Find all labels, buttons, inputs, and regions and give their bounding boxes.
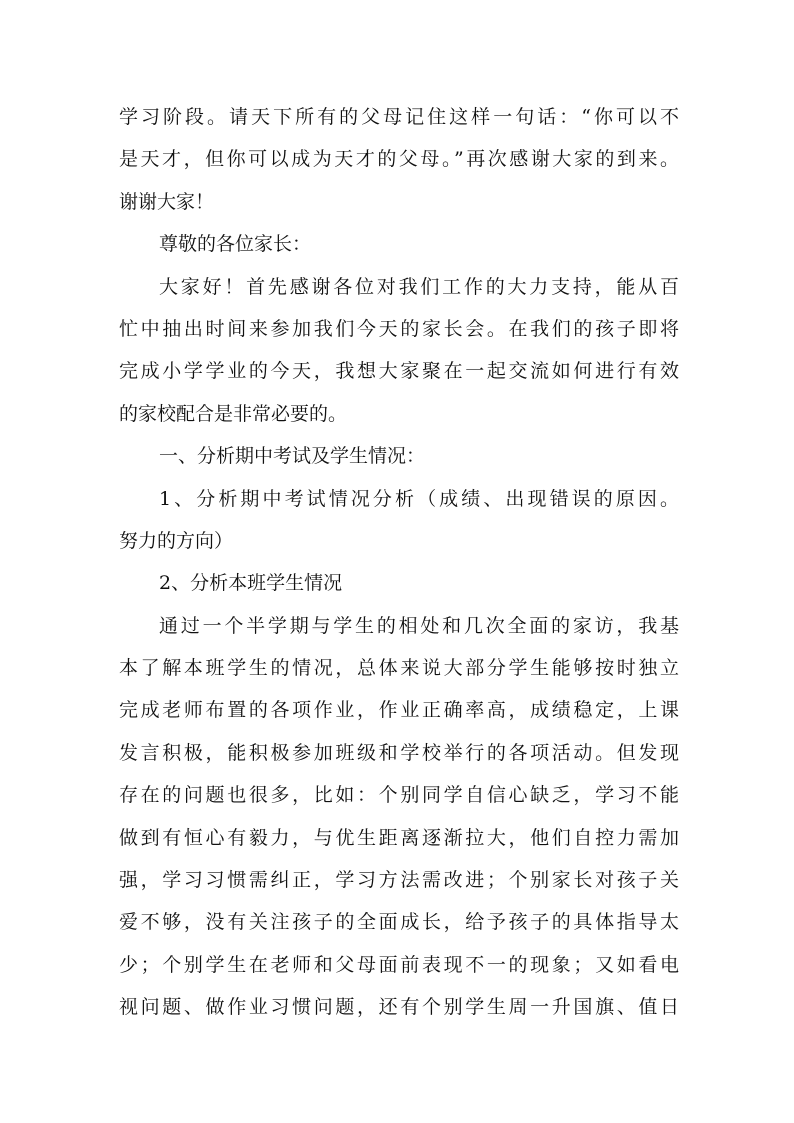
text-line: 爱不够，没有关注孩子的全面成长，给予孩子的具体指导太 bbox=[119, 911, 679, 934]
text-line: 大家好！首先感谢各位对我们工作的大力支持，能从百 bbox=[159, 275, 679, 298]
text-line: 本了解本班学生的情况，总体来说大部分学生能够按时独立 bbox=[119, 657, 679, 680]
section-heading: 一、分析期中考试及学生情况： bbox=[159, 445, 426, 468]
salutation: 尊敬的各位家长： bbox=[159, 233, 312, 256]
text-line: 强，学习习惯需纠正，学习方法需改进；个别家长对孩子关 bbox=[119, 869, 679, 892]
text-line: 通过一个半学期与学生的相处和几次全面的家访，我基 bbox=[159, 614, 679, 637]
text-line: 谢谢大家！ bbox=[119, 190, 215, 213]
text-line: 少；个别学生在老师和父母面前表现不一的现象；又如看电 bbox=[119, 953, 679, 976]
text-line: 发言积极，能积极参加班级和学校举行的各项活动。但发现 bbox=[119, 741, 679, 764]
text-line: 做到有恒心有毅力，与优生距离逐渐拉大，他们自控力需加 bbox=[119, 826, 679, 849]
text-line: 忙中抽出时间来参加我们今天的家长会。在我们的孩子即将 bbox=[119, 317, 679, 340]
text-line: 存在的问题也很多，比如：个别同学自信心缺乏，学习不能 bbox=[119, 784, 679, 807]
text-line: 的家校配合是非常必要的。 bbox=[119, 402, 348, 425]
text-line: 完成小学学业的今天，我想大家聚在一起交流如何进行有效 bbox=[119, 360, 679, 383]
text-line: 努力的方向） bbox=[119, 529, 234, 552]
text-line: 学习阶段。请天下所有的父母记住这样一句话：“你可以不 bbox=[119, 106, 679, 128]
subsection-heading: 2、分析本班学生情况 bbox=[159, 572, 343, 595]
subsection-heading: 1、分析期中考试情况分析（成绩、出现错误的原因。 bbox=[159, 487, 679, 510]
text-line: 是天才，但你可以成为天才的父母。”再次感谢大家的到来。 bbox=[119, 148, 679, 171]
document-body bbox=[119, 96, 679, 1029]
text-line: 完成老师布置的各项作业，作业正确率高，成绩稳定，上课 bbox=[119, 699, 679, 722]
text-line: 视问题、做作业习惯问题，还有个别学生周一升国旗、值日 bbox=[119, 996, 679, 1019]
